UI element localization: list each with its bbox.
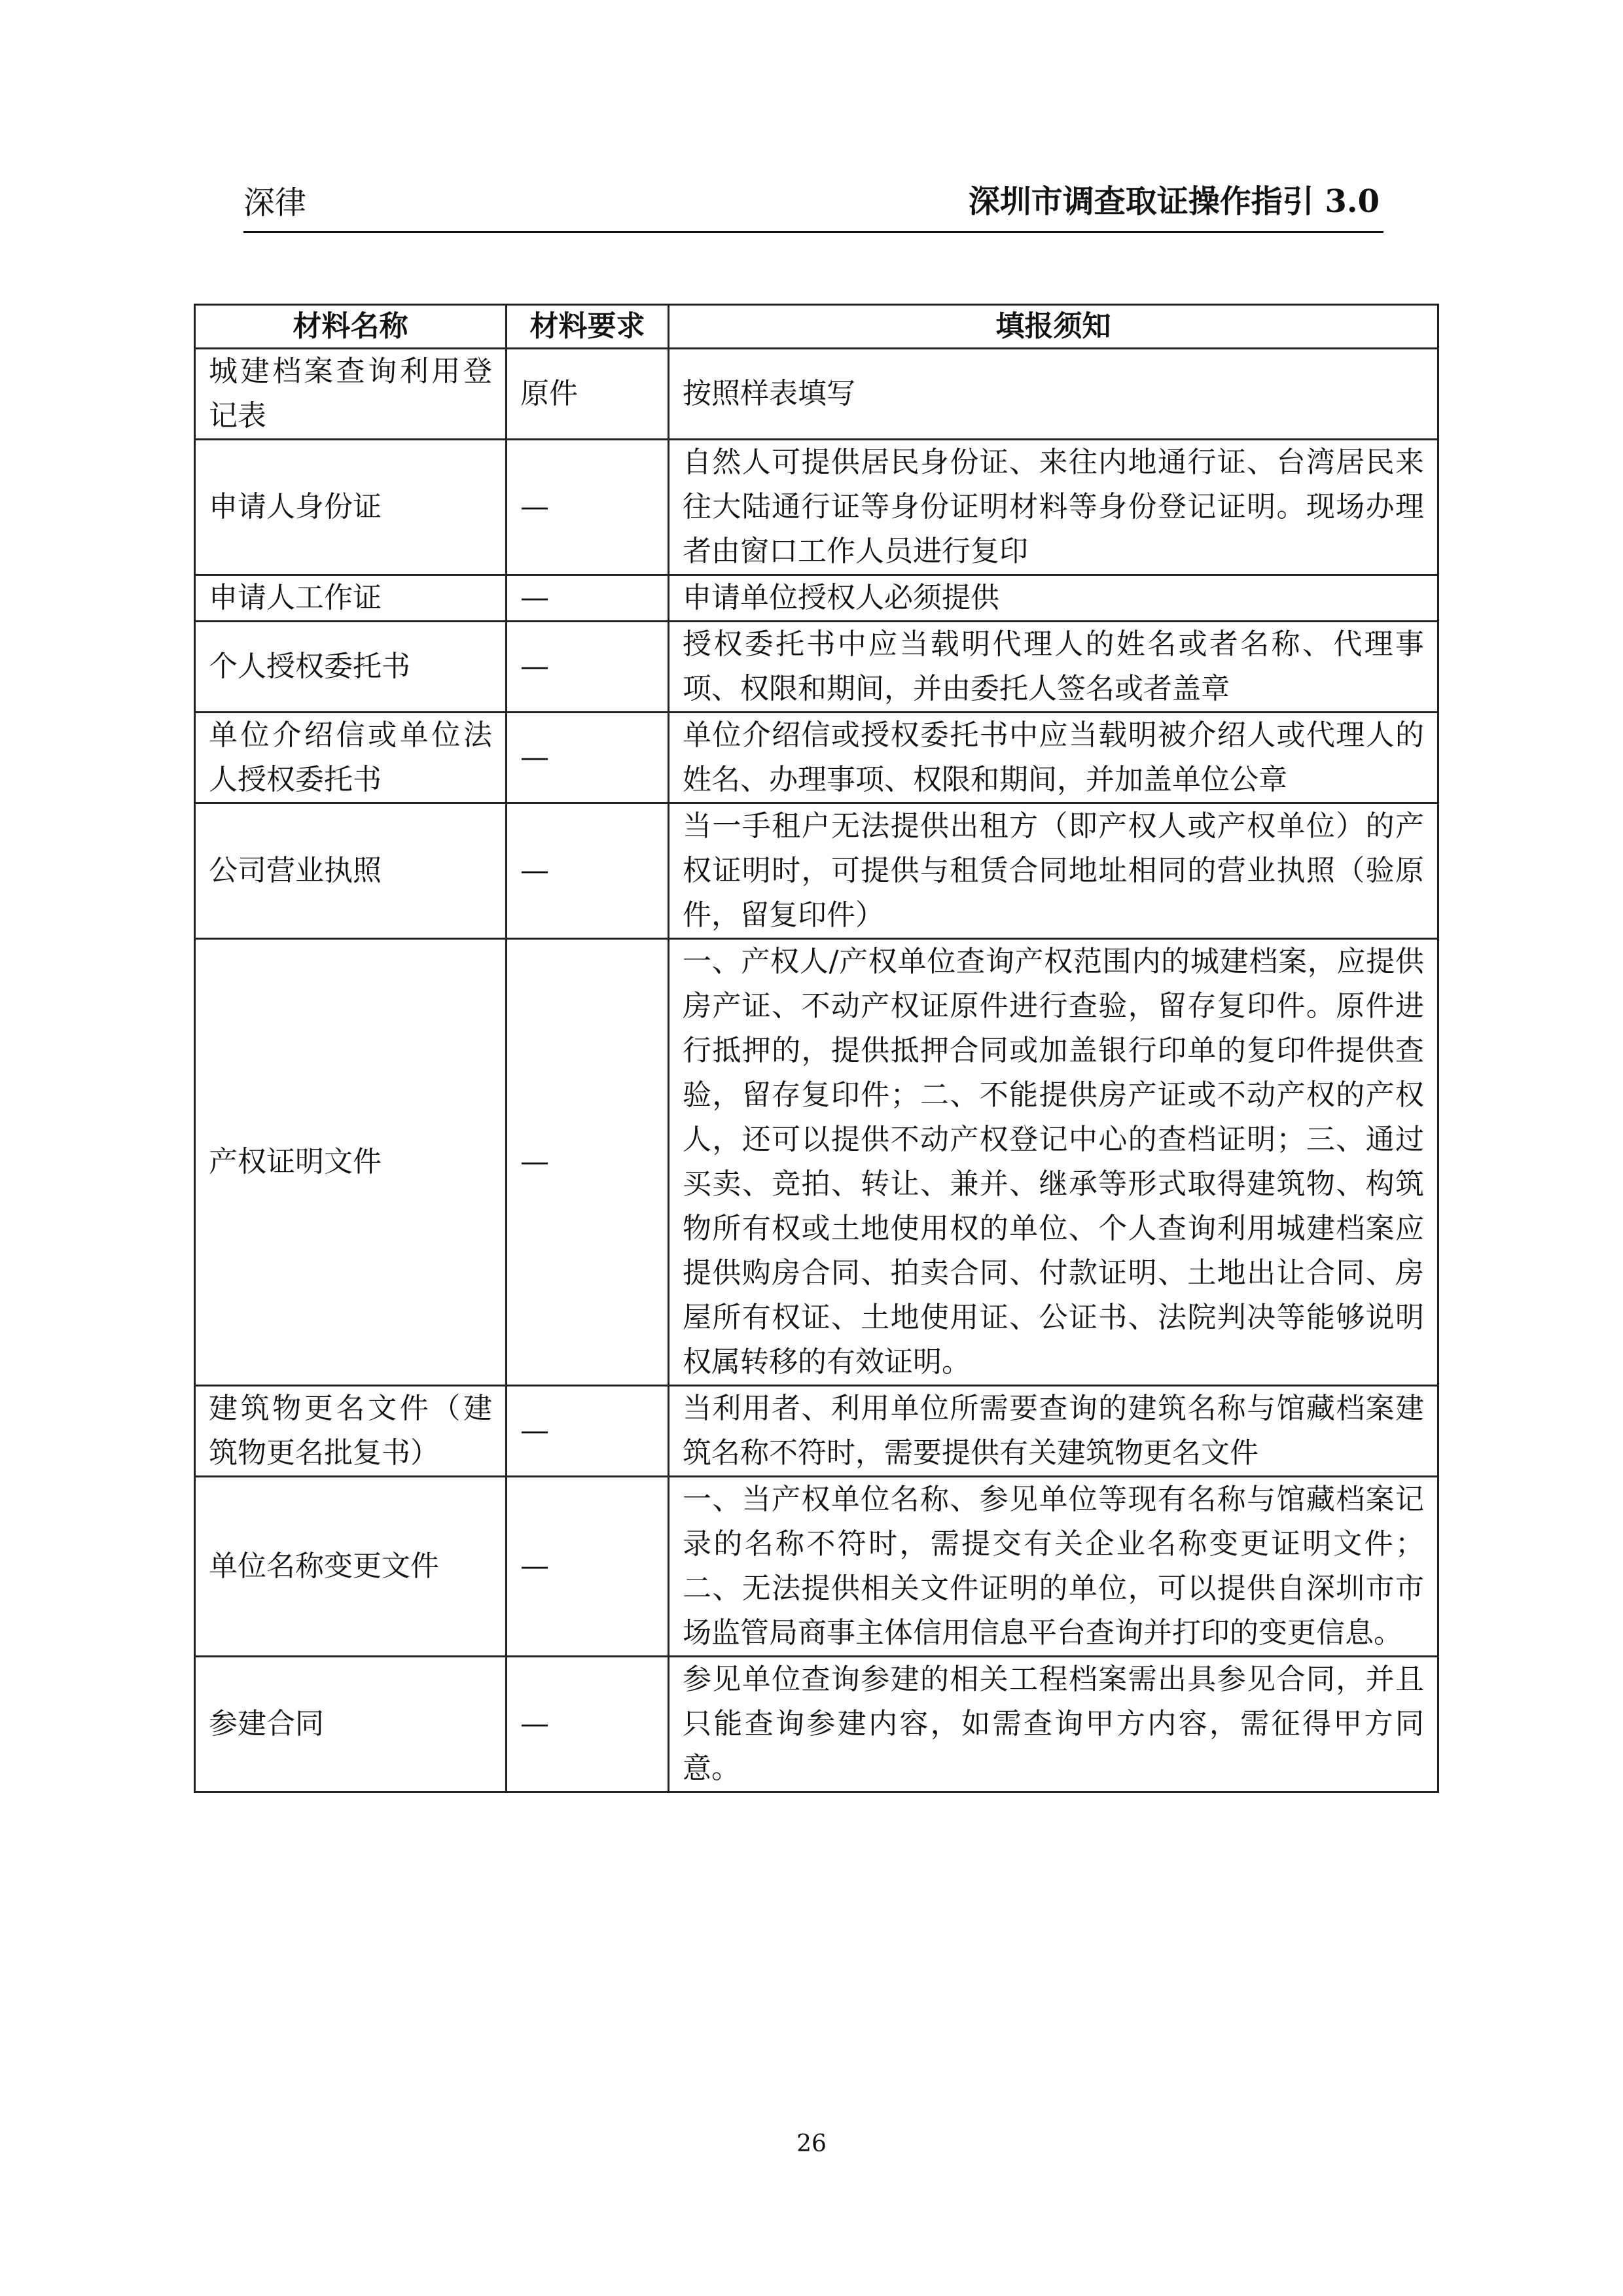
page-number: 26 [796, 2130, 827, 2157]
material-requirement-cell: — [507, 939, 669, 1386]
material-requirement-cell: — [507, 713, 669, 804]
material-name-cell: 建筑物更名文件（建筑物更名批复书） [195, 1386, 507, 1477]
header-left-label: 深律 [243, 185, 307, 221]
header-document-title: 深圳市调查取证操作指引 3.0 [968, 183, 1380, 220]
material-name-cell: 申请人工作证 [195, 575, 507, 622]
table-row [195, 622, 1438, 713]
material-notes-cell: 参见单位查询参建的相关工程档案需出具参见合同，并且只能查询参建内容，如需查询甲方内容，需征得甲方同意。 [669, 1657, 1438, 1792]
material-requirement-cell: — [507, 1477, 669, 1657]
table-row [195, 713, 1438, 804]
material-name-cell: 单位介绍信或单位法人授权委托书 [195, 713, 507, 804]
material-notes-cell: 一、当产权单位名称、参见单位等现有名称与馆藏档案记录的名称不符时，需提交有关企业名称变更证明文件；二、无法提供相关文件证明的单位，可以提供自深圳市市场监管局商事主体信用信息平台查询并打印的变更信息。 [669, 1477, 1438, 1657]
material-requirement-cell: — [507, 804, 669, 939]
material-name-cell: 申请人身份证 [195, 440, 507, 575]
material-name-cell: 个人授权委托书 [195, 622, 507, 713]
material-notes-cell: 授权委托书中应当载明代理人的姓名或者名称、代理事项、权限和期间，并由委托人签名或者盖章 [669, 622, 1438, 713]
table-row [195, 1477, 1438, 1657]
column-header-requirement: 材料要求 [507, 305, 669, 349]
material-requirement-cell: — [507, 440, 669, 575]
material-notes-cell: 自然人可提供居民身份证、来往内地通行证、台湾居民来往大陆通行证等身份证明材料等身份登记证明。现场办理者由窗口工作人员进行复印 [669, 440, 1438, 575]
material-requirement-cell: — [507, 1657, 669, 1792]
column-header-notes: 填报须知 [669, 305, 1438, 349]
material-notes-cell: 按照样表填写 [669, 349, 1438, 440]
table-row [195, 575, 1438, 622]
table-row [195, 349, 1438, 440]
header-rule [243, 231, 1383, 233]
material-name-cell: 单位名称变更文件 [195, 1477, 507, 1657]
material-notes-cell: 申请单位授权人必须提供 [669, 575, 1438, 622]
table-header-row [195, 305, 1438, 349]
material-notes-cell: 当利用者、利用单位所需要查询的建筑名称与馆藏档案建筑名称不符时，需要提供有关建筑物更名文件 [669, 1386, 1438, 1477]
column-header-name: 材料名称 [195, 305, 507, 349]
table-row [195, 1657, 1438, 1792]
table-row [195, 440, 1438, 575]
table-row [195, 939, 1438, 1386]
table-row [195, 1386, 1438, 1477]
material-requirement-cell: — [507, 1386, 669, 1477]
material-name-cell: 公司营业执照 [195, 804, 507, 939]
table-row [195, 804, 1438, 939]
material-name-cell: 产权证明文件 [195, 939, 507, 1386]
material-notes-cell: 当一手租户无法提供出租方（即产权人或产权单位）的产权证明时，可提供与租赁合同地址相同的营业执照（验原件，留复印件） [669, 804, 1438, 939]
material-requirement-cell: — [507, 575, 669, 622]
material-name-cell: 参建合同 [195, 1657, 507, 1792]
material-name-cell: 城建档案查询利用登记表 [195, 349, 507, 440]
material-notes-cell: 一、产权人/产权单位查询产权范围内的城建档案，应提供房产证、不动产权证原件进行查验，留存复印件。原件进行抵押的，提供抵押合同或加盖银行印单的复印件提供查验，留存复印件；二、不能提供房产证或不动产权的产权人，还可以提供不动产权登记中心的查档证明；三、通过买卖、竞拍、转让、兼并、继承等形式取得建筑物、构筑物所有权或土地使用权的单位、个人查询利用城建档案应提供购房合同、拍卖合同、付款证明、土地出让合同、房屋所有权证、土地使用证、公证书、法院判决等能够说明权属转移的有效证明。 [669, 939, 1438, 1386]
material-requirement-cell: — [507, 622, 669, 713]
material-requirement-cell: 原件 [507, 349, 669, 440]
material-notes-cell: 单位介绍信或授权委托书中应当载明被介绍人或代理人的姓名、办理事项、权限和期间，并加盖单位公章 [669, 713, 1438, 804]
materials-table [194, 304, 1439, 1793]
